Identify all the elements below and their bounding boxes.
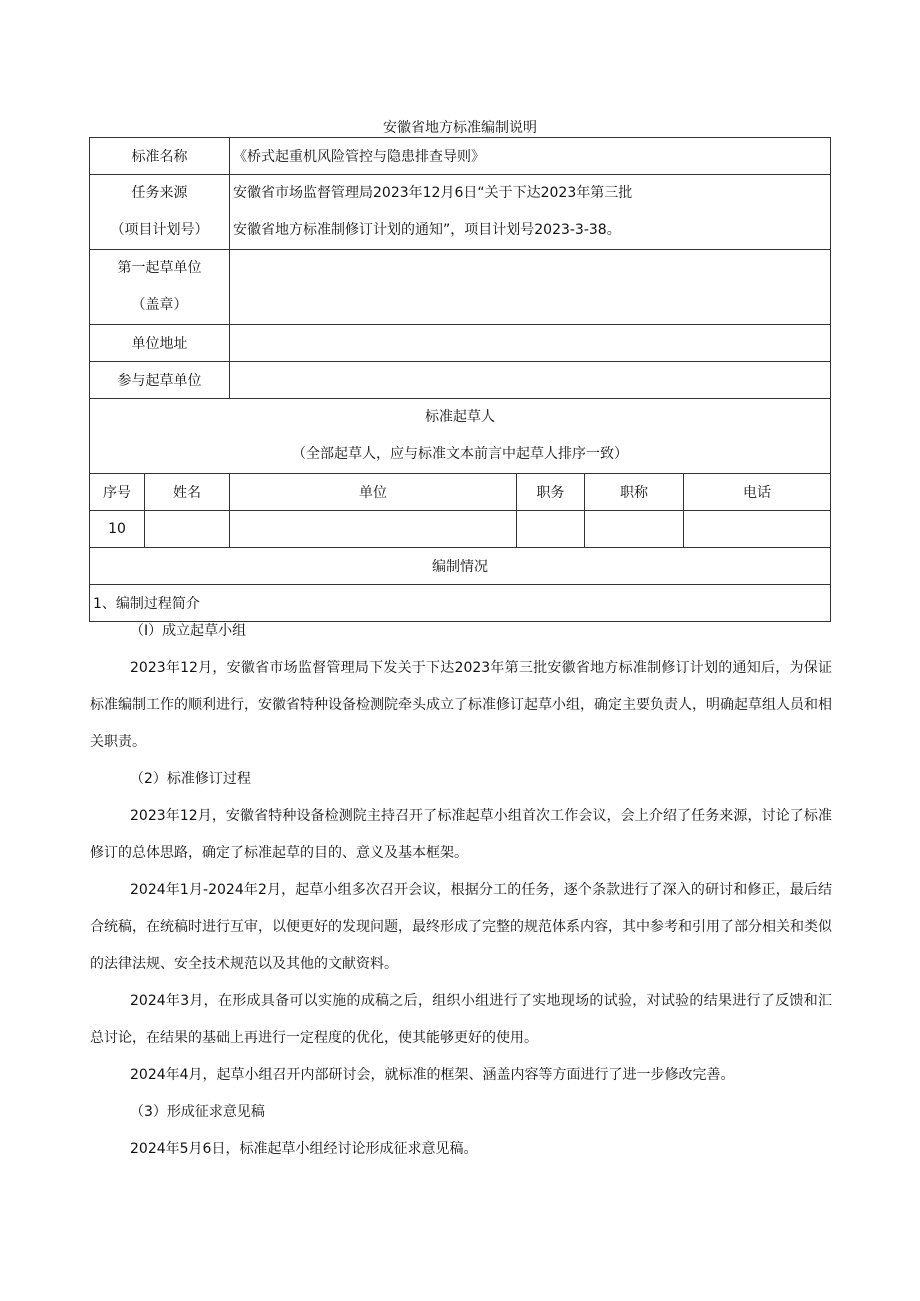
drafters-title: 标准起草人 [425, 409, 495, 425]
col-header-title: 职称 [585, 474, 684, 511]
section-2-heading: （2）标准修订过程 [130, 771, 251, 787]
cell-title [585, 511, 684, 548]
first-unit-value [230, 250, 831, 325]
standard-info-table [89, 137, 831, 622]
first-unit-label-line2: （盖章） [131, 297, 188, 313]
task-source-value [230, 175, 831, 250]
drafters-note: （全部起草人，应与标准文本前言中起草人排序一致） [292, 446, 628, 462]
task-source-label [90, 175, 230, 250]
col-header-unit: 单位 [230, 474, 517, 511]
col-header-post: 职务 [517, 474, 585, 511]
col-header-phone: 电话 [684, 474, 831, 511]
table-row [90, 511, 831, 548]
process-heading: 1、编制过程简介 [90, 585, 831, 622]
cell-name [145, 511, 230, 548]
cell-no: 10 [90, 511, 145, 548]
document-title: 安徽省地方标准编制说明 [383, 120, 537, 136]
section-1-paragraph-1: 2023年12月，安徽省市场监督管理局下发关于下达2023年第三批安徽省地方标准制修订计划的通知后，为保证标准编制工作的顺利进行，安徽省特种设备检测院牵头成立了标准修订起草小组，确定主要负责人，明确起草组人员和相关职责。 [90, 660, 832, 750]
address-label: 单位地址 [90, 325, 230, 362]
row-address [90, 325, 831, 362]
drafters-header [90, 399, 831, 474]
compile-title: 编制情况 [90, 548, 831, 585]
participants-value [230, 362, 831, 399]
standard-name-label: 标准名称 [90, 138, 230, 175]
section-1-heading: （I）成立起草小组 [130, 623, 247, 639]
task-source-label-line1: 任务来源 [131, 185, 188, 201]
row-drafters-header [90, 399, 831, 474]
section-3-paragraph-1: 2024年5月6日，标准起草小组经讨论形成征求意见稿。 [130, 1141, 478, 1157]
section-2-paragraph-3: 2024年3月，在形成具备可以实施的成稿之后，组织小组进行了实地现场的试验，对试验的结果进行了反馈和汇总讨论，在结果的基础上再进行一定程度的优化，使其能够更好的使用。 [90, 993, 832, 1046]
drafters-column-headers [90, 474, 831, 511]
col-header-no: 序号 [90, 474, 145, 511]
cell-phone [684, 511, 831, 548]
task-source-value-line2: 安徽省地方标准制修订计划的通知”，项目计划号2023-3-38。 [233, 222, 621, 238]
row-first-unit [90, 250, 831, 325]
participants-label: 参与起草单位 [90, 362, 230, 399]
cell-post [517, 511, 585, 548]
process-description [90, 613, 832, 1168]
row-compile-title [90, 548, 831, 585]
row-standard-name [90, 138, 831, 175]
section-2-paragraph-2: 2024年1月-2024年2月，起草小组多次召开会议，根据分工的任务，逐个条款进行了深入的研讨和修正，最后结合统稿，在统稿时进行互审，以便更好的发现问题，最终形成了完整的规范体系内容，其中参考和引用了部分相关和类似的法律法规、安全技术规范以及其他的文献资料。 [90, 882, 832, 972]
cell-unit [230, 511, 517, 548]
first-unit-label [90, 250, 230, 325]
address-value [230, 325, 831, 362]
col-header-name: 姓名 [145, 474, 230, 511]
task-source-value-line1: 安徽省市场监督管理局2023年12月6日“关于下达2023年第三批 [233, 185, 633, 201]
section-2-paragraph-4: 2024年4月，起草小组召开内部研讨会，就标准的框架、涵盖内容等方面进行了进一步修改完善。 [130, 1067, 735, 1083]
row-task-source [90, 175, 831, 250]
section-2-paragraph-1: 2023年12月，安徽省特种设备检测院主持召开了标准起草小组首次工作会议，会上介绍了任务来源，讨论了标准修订的总体思路，确定了标准起草的目的、意义及基本框架。 [90, 808, 832, 861]
row-participants [90, 362, 831, 399]
standard-name-value: 《桥式起重机风险管控与隐患排查导则》 [230, 138, 831, 175]
task-source-label-line2: （项目计划号） [110, 222, 209, 238]
section-3-heading: （3）形成征求意见稿 [130, 1104, 265, 1120]
first-unit-label-line1: 第一起草单位 [117, 260, 202, 276]
